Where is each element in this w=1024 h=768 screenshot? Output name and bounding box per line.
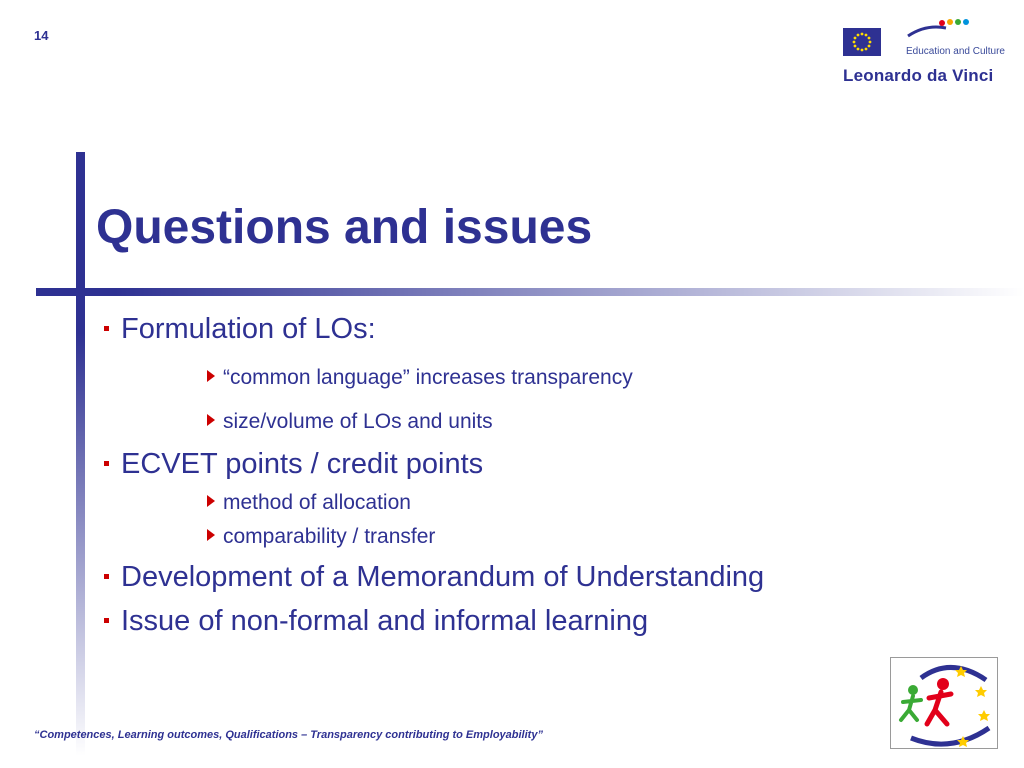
slide-number: 14 <box>34 28 49 43</box>
page-title: Questions and issues <box>96 201 593 254</box>
sub-bullet-text: comparability / transfer <box>223 525 436 548</box>
square-bullet-icon <box>104 618 109 623</box>
bullet-text: ECVET points / credit points <box>121 448 484 480</box>
sub-bullet-item <box>207 525 435 549</box>
square-bullet-icon <box>104 574 109 579</box>
ecvet-logo <box>890 657 998 749</box>
bullet-item <box>104 313 376 346</box>
title-horizontal-bar <box>36 288 1024 296</box>
program-name: Leonardo da Vinci <box>843 66 994 85</box>
sub-bullet-text: size/volume of LOs and units <box>223 410 493 433</box>
triangle-bullet-icon <box>207 495 215 507</box>
bullet-text: Development of a Memorandum of Understanding <box>121 561 765 593</box>
eu-flag-logo <box>843 28 881 56</box>
triangle-bullet-icon <box>207 414 215 426</box>
bullet-text: Formulation of LOs: <box>121 313 376 345</box>
sub-bullet-text: “common language” increases transparency <box>223 366 633 389</box>
footer-text: “Competences, Learning outcomes, Qualifications – Transparency contributing to Employability” <box>34 729 543 741</box>
sub-bullet-text: method of allocation <box>223 491 411 514</box>
bullet-item <box>104 448 483 481</box>
square-bullet-icon <box>104 326 109 331</box>
triangle-bullet-icon <box>207 529 215 541</box>
sub-bullet-item <box>207 366 633 390</box>
triangle-bullet-icon <box>207 370 215 382</box>
title-vertical-bar <box>76 152 85 756</box>
square-bullet-icon <box>104 461 109 466</box>
bullet-text: Issue of non-formal and informal learning <box>121 605 649 637</box>
bullet-item <box>104 605 648 638</box>
bullet-item <box>104 561 764 594</box>
sub-bullet-item <box>207 491 411 515</box>
culture-text: Education and Culture <box>906 46 1005 57</box>
education-culture-icon <box>906 18 974 40</box>
sub-bullet-item <box>207 410 493 434</box>
